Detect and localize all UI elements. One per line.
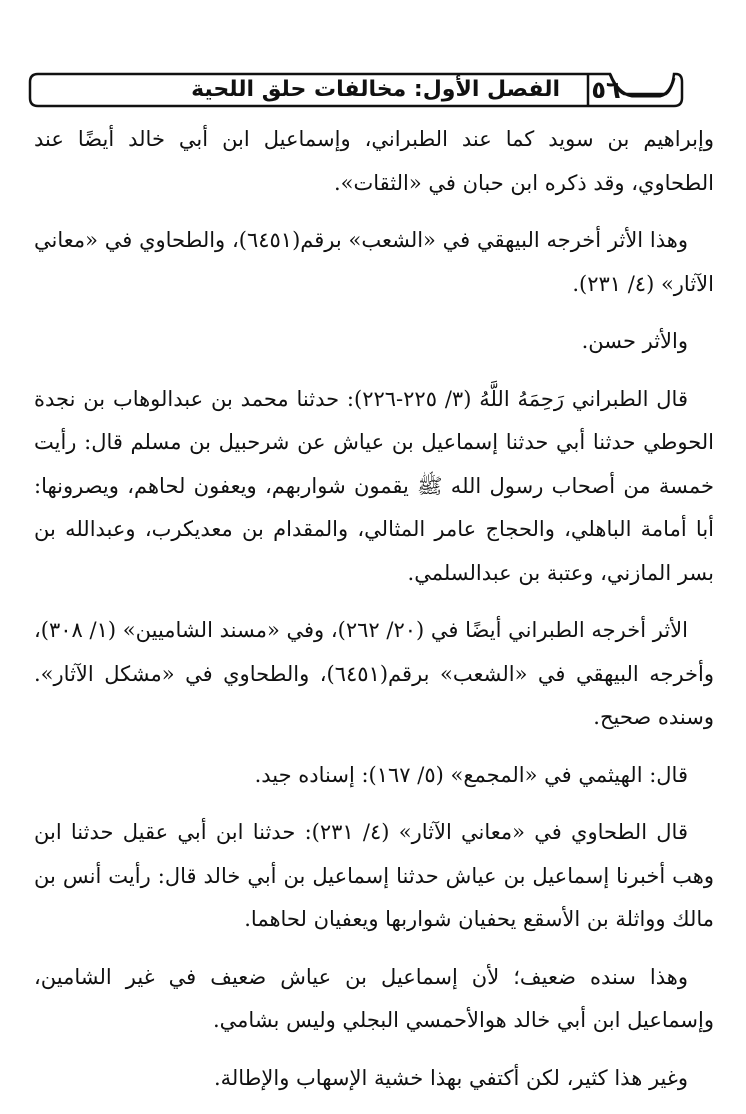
paragraph-4: قال الطبراني رَحِمَهُ اللَّهُ (٣/ ٢٢٥-٢٢٦): حدثنا محمد بن عبدالوهاب بن نجدة الحوطي حدثنا أبي حدثنا إسماعيل بن عياش عن شرحبيل بن مسلم قال: رأيت خمسة من أصحاب رسول الله ﷺ يقمون شواربهم، ويعفون لحاهم، ويصرونها: أبا أمامة الباهلي، والحجاج عامر المثالي، والمقدام بن معديكرب، وعبدالله بن بسر المازني، وعتبة بن عبدالسلمي. — [34, 386, 714, 585]
chapter-title: الفصل الأول: مخالفات حلق اللحية — [191, 77, 560, 102]
page-number: ٥٦ — [591, 76, 621, 104]
paragraph-3: والأثر حسن. — [581, 329, 688, 353]
paragraph-1: وإبراهيم بن سويد كما عند الطبراني، وإسماعيل ابن أبي خالد أيضًا عند الطحاوي، وقد ذكره ابن حبان في «الثقات». — [34, 127, 714, 195]
paragraph-7: قال الطحاوي في «معاني الآثار» (٤/ ٢٣١): حدثنا ابن أبي عقيل حدثنا ابن وهب أخبرنا إسماعيل بن عياش حدثنا إسماعيل بن أبي خالد قال: رأيت أنس بن مالك وواثلة بن الأسقع يحفيان شواربها ويعفيان لحاهما. — [34, 820, 714, 931]
page-body — [34, 118, 714, 1114]
running-header — [28, 72, 684, 108]
paragraph-9: وغير هذا كثير، لكن أكتفي بهذا خشية الإسهاب والإطالة. — [213, 1065, 688, 1090]
paragraph-8: وهذا سنده ضعيف؛ لأن إسماعيل بن عياش ضعيف في غير الشامين، وإسماعيل ابن أبي خالد هوالأحمسي البجلي وليس بشامي. — [34, 964, 714, 1032]
paragraph-5: الأثر أخرجه الطبراني أيضًا في (٢٠/ ٢٦٢)، وفي «مسند الشاميين» (١/ ٣٠٨)، وأخرجه البيهقي في «الشعب» برقم(٦٤٥١)، والطحاوي في «مشكل الآثار». وسنده صحيح. — [34, 618, 714, 729]
paragraph-2: وهذا الأثر أخرجه البيهقي في «الشعب» برقم(٦٤٥١)، والطحاوي في «معاني الآثار» (٤/ ٢٣١). — [34, 228, 714, 296]
paragraph-6: قال: الهيثمي في «المجمع» (٥/ ١٦٧): إسناده جيد. — [254, 762, 688, 787]
